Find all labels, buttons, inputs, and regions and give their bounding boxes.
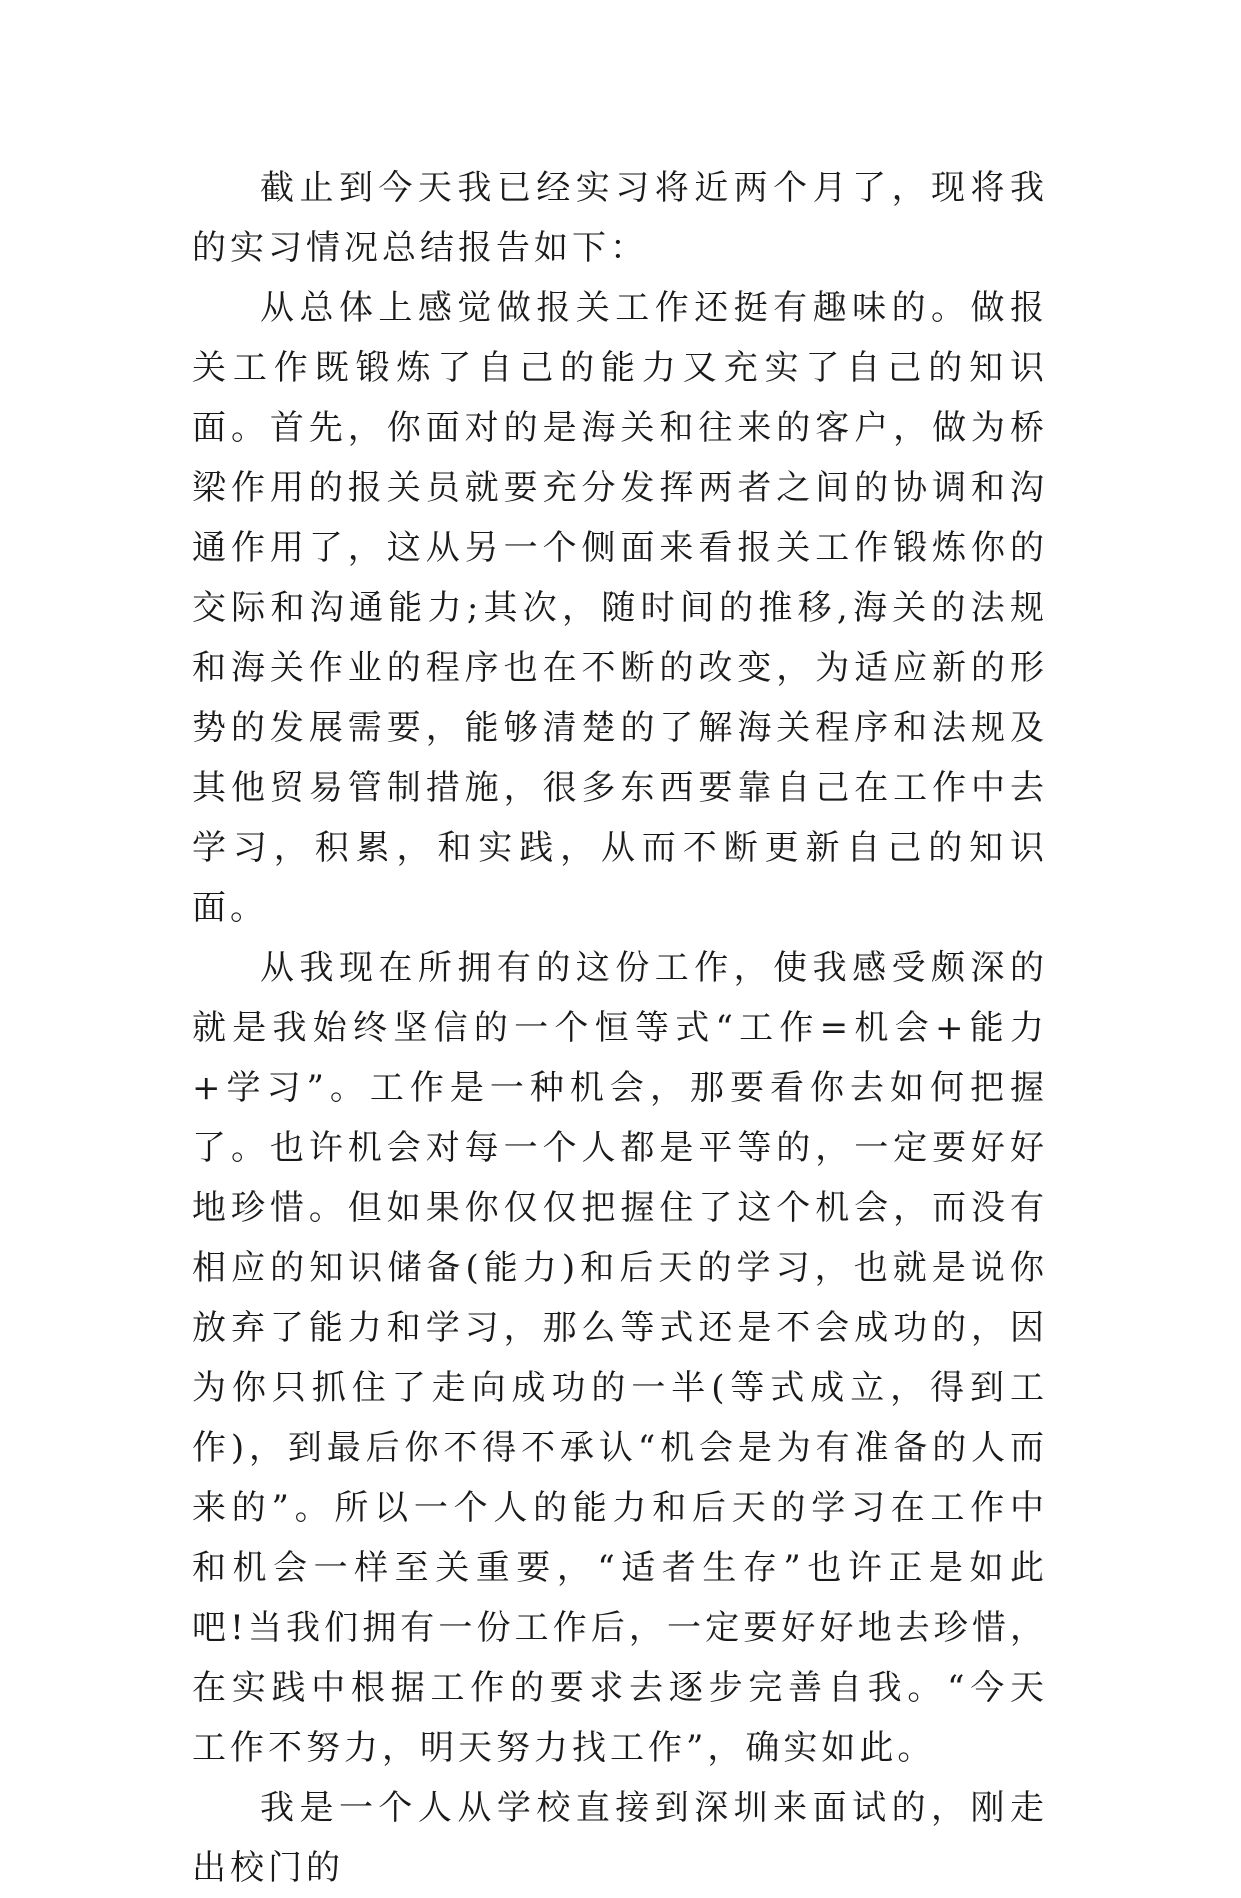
- paragraph-4: 我是一个人从学校直接到深圳来面试的，刚走出校门的: [192, 1788, 1048, 1888]
- paragraph-2: 从总体上感觉做报关工作还挺有趣味的。做报关工作既锻炼了自己的能力又充实了自己的知识面。首先，你面对的是海关和往来的客户，做为桥梁作用的报关员就要充分发挥两者之间的协调和沟通作用了，这从另一个侧面来看报关工作锻炼你的交际和沟通能力;其次，随时间的推移,海关的法规和海关作业的程序也在不断的改变，为适应新的形势的发展需要，能够清楚的了解海关程序和法规及其他贸易管制措施，很多东西要靠自己在工作中去学习，积累，和实践，从而不断更新自己的知识面。: [192, 288, 1048, 928]
- paragraph-3: 从我现在所拥有的这份工作，使我感受颇深的就是我始终坚信的一个恒等式“工作=机会+能力+学习”。工作是一种机会，那要看你去如何把握了。也许机会对每一个人都是平等的，一定要好好地珍惜。但如果你仅仅把握住了这个机会，而没有相应的知识储备(能力)和后天的学习，也就是说你放弃了能力和学习，那么等式还是不会成功的，因为你只抓住了走向成功的一半(等式成立，得到工作)，到最后你不得不承认“机会是为有准备的人而来的”。所以一个人的能力和后天的学习在工作中和机会一样至关重要，“适者生存”也许正是如此吧!当我们拥有一份工作后，一定要好好地去珍惜，在实践中根据工作的要求去逐步完善自我。“今天工作不努力，明天努力找工作”，确实如此。: [192, 948, 1048, 1768]
- paragraph-1: 截止到今天我已经实习将近两个月了，现将我的实习情况总结报告如下：: [192, 168, 1048, 268]
- body-text: [192, 158, 1048, 1898]
